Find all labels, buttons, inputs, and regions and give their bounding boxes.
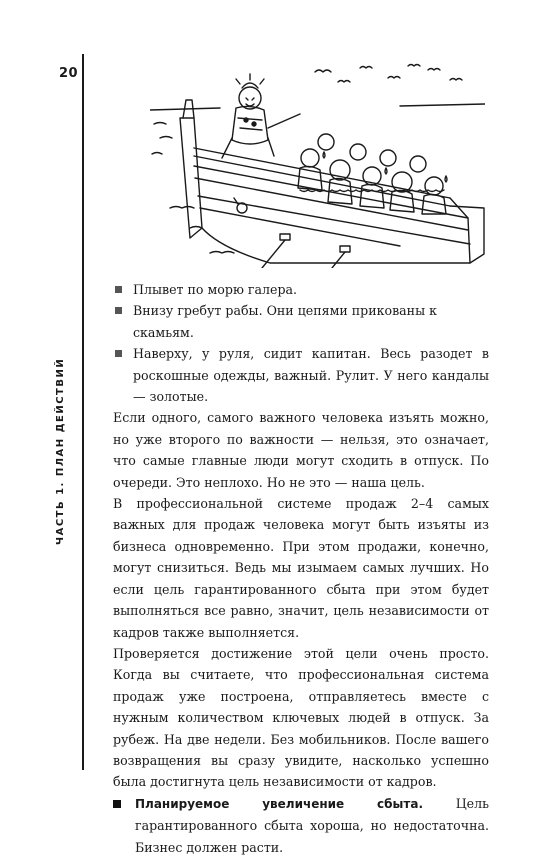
- square-bullet-icon: [115, 350, 122, 357]
- list-item-highlighted: [113, 793, 489, 858]
- list-item: Внизу гребут рабы. Они цепями прикованы к скамьям.: [113, 300, 489, 343]
- square-bullet-icon: [115, 286, 122, 293]
- paragraph: В профессиональной системе продаж 2–4 самых важных для продаж человека могут быть изъяты из бизнеса одновременно. При этом продажи, конечно, могут снизиться. Ведь мы изымаем самых лучших. Но если цель гарантированного сбыта при этом будет выполняться все равно, значит, цель независимости от кадров также выполняется.: [113, 496, 489, 640]
- item-heading: Планируемое увеличение сбыта.: [135, 796, 424, 811]
- galley-illustration: [150, 58, 485, 268]
- page-text: [113, 279, 489, 858]
- side-rule: [82, 54, 84, 770]
- square-bullet-icon: [113, 800, 121, 808]
- list-item: Наверху, у руля, сидит капитан. Весь разодет в роскошные одежды, важный. Рулит. У него кандалы — золотые.: [113, 343, 489, 407]
- list-item: Плывет по морю галера.: [113, 279, 489, 300]
- square-bullet-icon: [115, 307, 122, 314]
- page-number: 20: [59, 66, 79, 81]
- paragraph: Проверяется достижение этой цели очень просто. Когда вы считаете, что профессиональная система продаж уже построена, отправляетесь вместе с нужным количеством ключевых людей в отпуск. За рубеж. На две недели. Без мобильников. После вашего возвращения вы сразу увидите, насколько успешно была достигнута цель независимости от кадров.: [113, 645, 489, 790]
- paragraph: Если одного, самого важного человека изъять можно, но уже второго по важности — нельзя, это означает, что самые главные люди могут сходить в отпуск. По очереди. Это неплохо. Но не это — наша цель.: [113, 410, 489, 490]
- chapter-label-text: ЧАСТЬ 1. ПЛАН ДЕЙСТВИЙ: [55, 357, 66, 545]
- item-text: Цель гарантированного сбыта хороша, но недостаточна. Бизнес должен расти.: [135, 795, 489, 855]
